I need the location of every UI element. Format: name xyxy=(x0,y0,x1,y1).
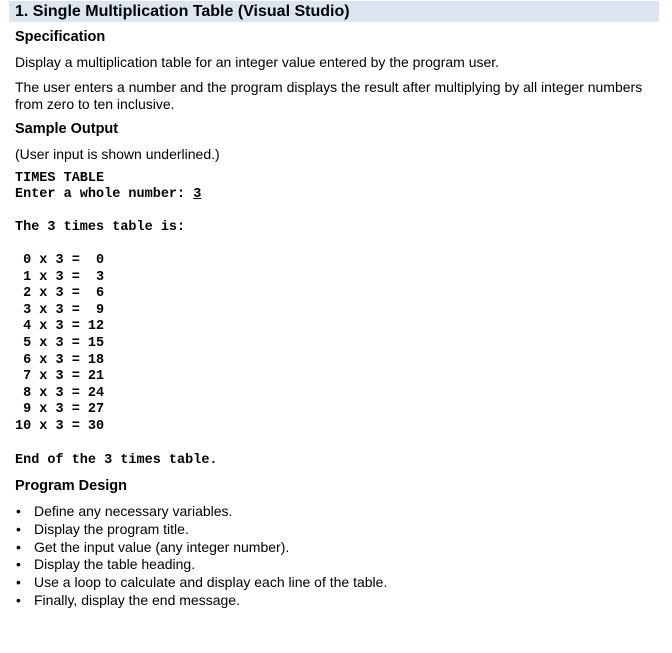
program-design-item xyxy=(15,539,387,557)
console-table-line: 5 x 3 = 15 xyxy=(15,336,105,351)
console-table-line: 4 x 3 = 12 xyxy=(15,319,105,335)
console-table-heading: The 3 times table is: xyxy=(15,220,186,235)
console-prompt-line xyxy=(15,187,201,204)
page-title: 1. Single Multiplication Table (Visual Studio) xyxy=(15,3,350,20)
console-end-message: End of the 3 times table. xyxy=(15,453,218,468)
program-design-item-text: Use a loop to calculate and display each line of the table. xyxy=(34,574,388,591)
program-design-item xyxy=(15,503,387,521)
bullet-icon: • xyxy=(16,520,21,537)
program-design-item xyxy=(15,592,387,610)
specification-paragraph-1: Display a multiplication table for an integer value entered by the program user. xyxy=(15,54,500,70)
program-design-item-text: Display the program title. xyxy=(34,520,189,537)
bullet-icon: • xyxy=(16,574,21,591)
console-table-line: 6 x 3 = 18 xyxy=(15,352,105,368)
console-table-line: 7 x 3 = 21 xyxy=(15,369,105,385)
bullet-icon: • xyxy=(16,591,21,608)
console-table-line: 10 x 3 = 30 xyxy=(15,419,105,434)
console-user-input: 3 xyxy=(193,187,202,202)
bullet-icon: • xyxy=(16,556,21,573)
program-design-item-text: Define any necessary variables. xyxy=(34,503,233,519)
sample-output-heading: Sample Output xyxy=(15,121,119,137)
program-design-item xyxy=(15,556,387,574)
console-table-line: 2 x 3 = 6 xyxy=(15,286,105,302)
console-table-line: 8 x 3 = 24 xyxy=(15,385,105,401)
bullet-icon: • xyxy=(16,538,21,555)
console-table-line: 9 x 3 = 27 xyxy=(15,402,105,418)
console-table-line: 1 x 3 = 3 xyxy=(15,269,105,285)
console-prompt: Enter a whole number: xyxy=(15,187,194,202)
program-design-item xyxy=(15,521,387,539)
specification-heading: Specification xyxy=(15,29,106,45)
console-table-line: 3 x 3 = 9 xyxy=(15,302,105,318)
sample-output-note: (User input is shown underlined.) xyxy=(15,146,220,162)
specification-paragraph-2: The user enters a number and the program displays the result after multiplying by all integer numbers from zero to ten inclusive. xyxy=(15,79,643,112)
console-program-title: TIMES TABLE xyxy=(15,171,105,186)
bullet-icon: • xyxy=(16,503,21,519)
program-design-heading: Program Design xyxy=(15,478,127,494)
program-design-item-text: Display the table heading. xyxy=(34,556,196,573)
program-design-list xyxy=(15,503,387,610)
program-design-item-text: Get the input value (any integer number). xyxy=(34,538,290,555)
program-design-item-text: Finally, display the end message. xyxy=(34,591,240,608)
program-design-item xyxy=(15,574,387,592)
console-table-line: 0 x 3 = 0 xyxy=(15,253,105,268)
